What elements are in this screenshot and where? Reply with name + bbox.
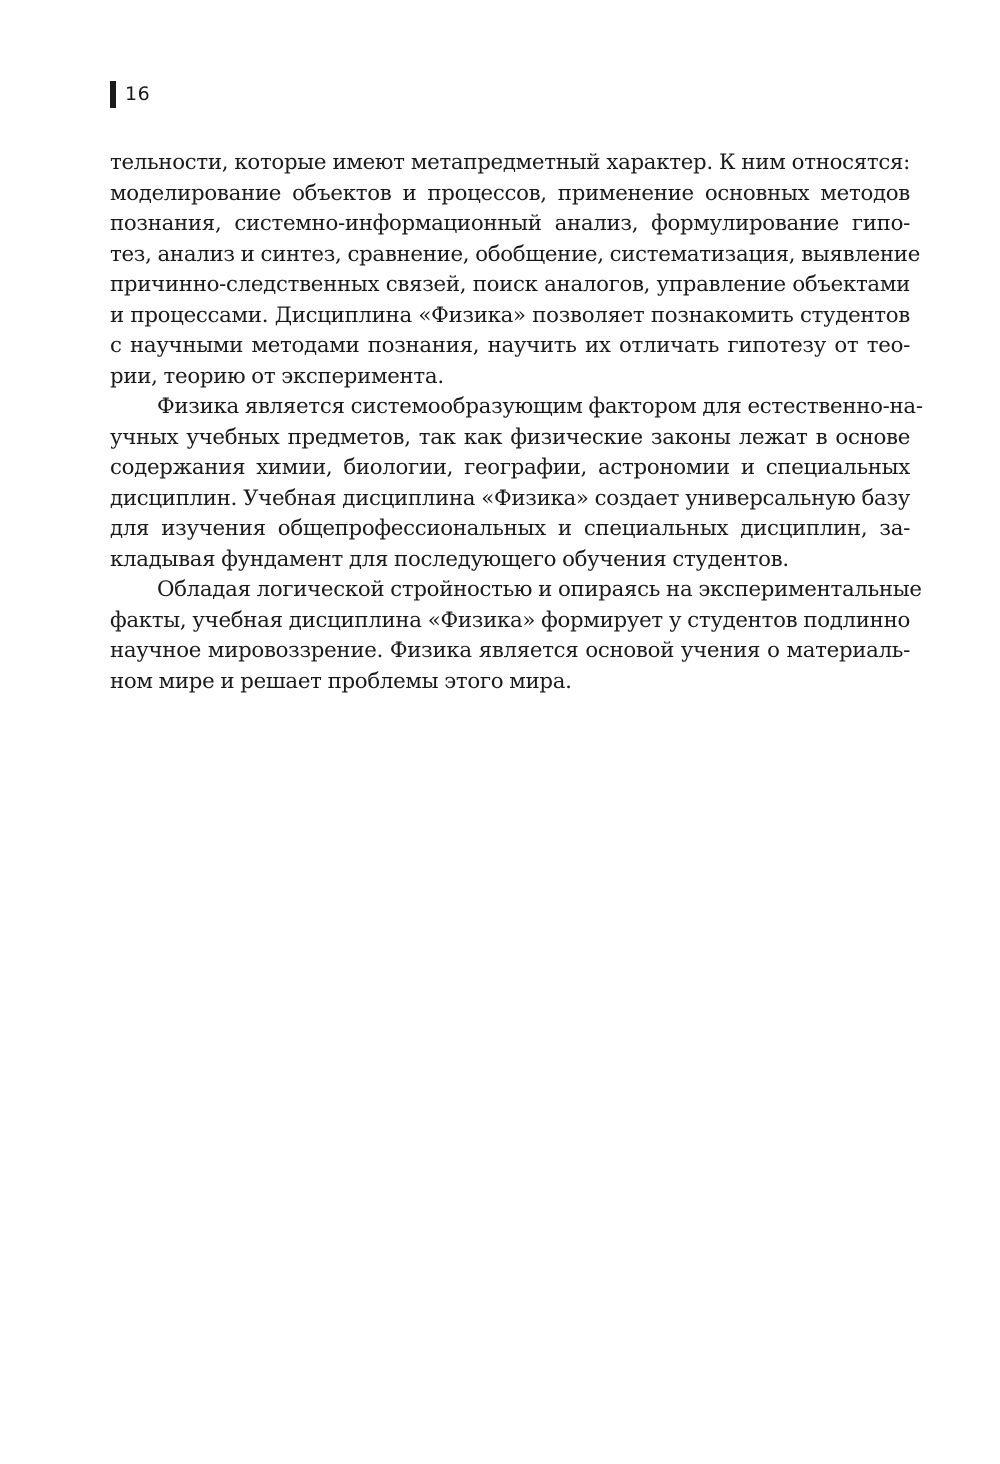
paragraph-line: причинно-следственных связей, поиск аналогов, управление объектами [110,272,910,297]
paragraph-line: ном мире и решает проблемы этого мира. [110,668,572,694]
paragraph-line: научное мировоззрение. Физика является основой учения о материаль- [110,638,910,663]
paragraph-line: и процессами. Дисциплина «Физика» позволяет познакомить студентов [110,302,910,328]
paragraph-line: моделирование объектов и процессов, применение основных методов [110,180,910,206]
paragraph-line: познания, системно-информационный анализ, формулирование гипо- [110,211,910,236]
paragraph-line: учных учебных предметов, так как физические законы лежат в основе [110,424,910,450]
paragraph-line: содержания химии, биологии, географии, астрономии и специальных [110,455,910,480]
page-marker-bar [110,81,116,108]
paragraph-line: с научными методами познания, научить их отличать гипотезу от тео- [110,333,910,358]
paragraph-3 [110,575,922,697]
paragraph-line: кладывая фундамент для последующего обучения студентов. [110,546,789,572]
paragraph-1 [110,148,920,392]
paragraph-line: для изучения общепрофессиональных и специальных дисциплин, за- [110,516,910,541]
paragraph-line: тельности, которые имеют метапредметный характер. К ним относятся: [110,150,910,175]
paragraph-line: факты, учебная дисциплина «Физика» формирует у студентов подлинно [110,607,910,633]
page-number: 16 [125,82,151,105]
paragraph-2 [110,392,923,575]
paragraph-line: Обладая логической стройностью и опираясь на экспериментальные [157,577,922,602]
page-header [110,80,150,108]
paragraph-line: рии, теорию от эксперимента. [110,363,444,389]
paragraph-line: тез, анализ и синтез, сравнение, обобщение, систематизация, выявление [110,241,920,267]
paragraph-line: Физика является системообразующим фактором для естественно-на- [157,394,923,419]
paragraph-line: дисциплин. Учебная дисциплина «Физика» создает универсальную базу [110,485,910,511]
body-text [110,148,923,697]
